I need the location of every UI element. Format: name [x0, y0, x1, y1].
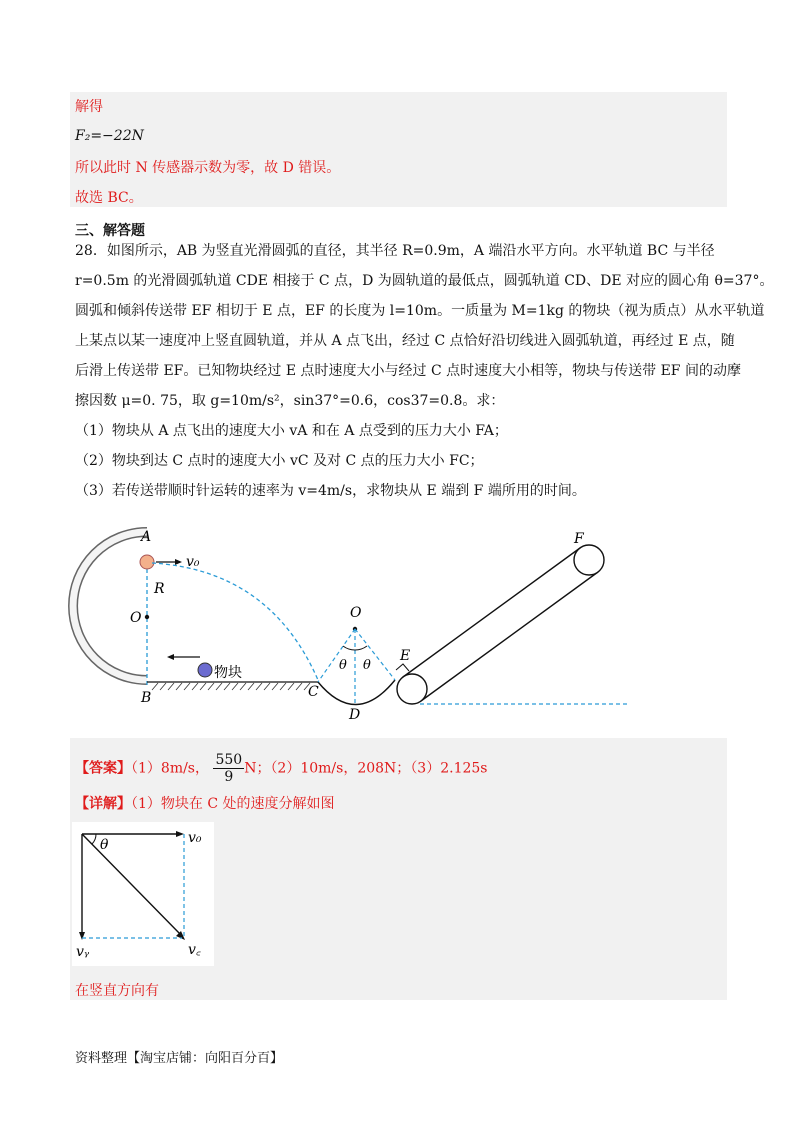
problem-line: 圆弧和倾斜传送带 EF 相切于 E 点，EF 的长度为 l=10m。一质量为 M=1kg 的物块（视为质点）从水平轨道 — [75, 303, 765, 319]
label-r: R — [154, 581, 165, 597]
answer-fraction — [213, 752, 244, 785]
label-o-right: O — [350, 605, 362, 621]
question-3: （3）若传送带顺时针运转的速率为 v=4m/s，求物块从 E 端到 F 端所用的时间。 — [75, 483, 586, 499]
label-c: C — [308, 684, 319, 700]
problem-line: r=0.5m 的光滑圆弧轨道 CDE 相接于 C 点，D 为圆轨道的最低点，圆弧轨道 CD、DE 对应的圆心角 θ=37°。 — [75, 273, 774, 289]
label-v0: v₀ — [186, 554, 200, 570]
answer-line — [75, 752, 487, 785]
label-d: D — [349, 707, 361, 723]
problem-line: 擦因数 μ=0. 75，取 g=10m/s²，sin37°=0.6，cos37=0.8。求： — [75, 393, 505, 409]
ball-at-a — [140, 555, 154, 569]
belt-top — [403, 548, 580, 677]
label-b: B — [141, 690, 152, 706]
pulley-e — [397, 674, 427, 704]
prev-conclusion: 所以此时 N 传感器示数为零，故 D 错误。 — [75, 160, 341, 176]
fraction-denominator: 9 — [224, 769, 234, 785]
label-f: F — [574, 531, 584, 547]
answer-part1: （1）8m/s， — [131, 760, 209, 777]
belt-bottom — [421, 572, 598, 701]
section-title: 三、解答题 — [75, 223, 145, 239]
pulley-f — [574, 545, 604, 575]
label-theta-2: θ — [363, 658, 371, 673]
label-v0: v₀ — [188, 830, 202, 846]
track-diagram — [0, 520, 800, 740]
vertical-direction-text: 在竖直方向有 — [75, 983, 159, 999]
prev-f2-equation: F₂=−22N — [75, 128, 144, 144]
label-vc: v꜀ — [188, 942, 201, 958]
ground-hatching — [152, 683, 310, 690]
answer-part3: （3）2.125s — [410, 760, 488, 777]
fraction-numerator: 550 — [215, 752, 243, 768]
prev-jiede: 解得 — [75, 99, 103, 115]
label-e: E — [400, 648, 411, 664]
question-2: （2）物块到达 C 点时的速度大小 vC 及对 C 点的压力大小 FC； — [75, 453, 484, 469]
projectile-path — [152, 563, 318, 680]
label-a: A — [141, 529, 152, 545]
label-theta: θ — [100, 837, 109, 853]
block — [198, 663, 212, 677]
detail-line — [75, 794, 335, 814]
arc-cde — [318, 680, 395, 705]
velocity-diagram — [72, 822, 214, 966]
prev-solution-block — [70, 92, 727, 207]
problem-text — [75, 236, 774, 506]
prev-choice: 故选 BC。 — [75, 190, 143, 206]
label-vy: vᵧ — [76, 944, 90, 960]
footer-source: 资料整理【淘宝店铺：向阳百分百】 — [75, 1051, 284, 1066]
problem-line: 28．如图所示，AB 为竖直光滑圆弧的直径，其半径 R=0.9m，A 端沿水平方向。水平轨道 BC 与半径 — [75, 243, 715, 259]
label-o-left: O — [130, 610, 142, 626]
question-1: （1）物块从 A 点飞出的速度大小 vA 和在 A 点受到的压力大小 FA； — [75, 423, 508, 439]
detail-prefix: 【详解】 — [75, 796, 131, 812]
answer-prefix: 【答案】 — [75, 760, 131, 777]
answer-part2: （2）10m/s，208N； — [270, 760, 411, 777]
answer-part1-unit: N； — [244, 760, 271, 777]
center-o-left — [145, 615, 149, 619]
label-block: 物块 — [214, 665, 242, 681]
problem-line: 后滑上传送带 EF。已知物块经过 E 点时速度大小与经过 C 点时速度大小相等，物块与传送带 EF 间的动摩 — [75, 363, 741, 379]
label-theta-1: θ — [339, 658, 347, 673]
vertical-circular-track — [73, 532, 147, 680]
problem-line: 上某点以某一速度冲上竖直圆轨道，并从 A 点飞出，经过 C 点恰好沿切线进入圆弧轨道，再经过 E 点，随 — [75, 333, 735, 349]
detail-text: （1）物块在 C 处的速度分解如图 — [131, 796, 335, 812]
